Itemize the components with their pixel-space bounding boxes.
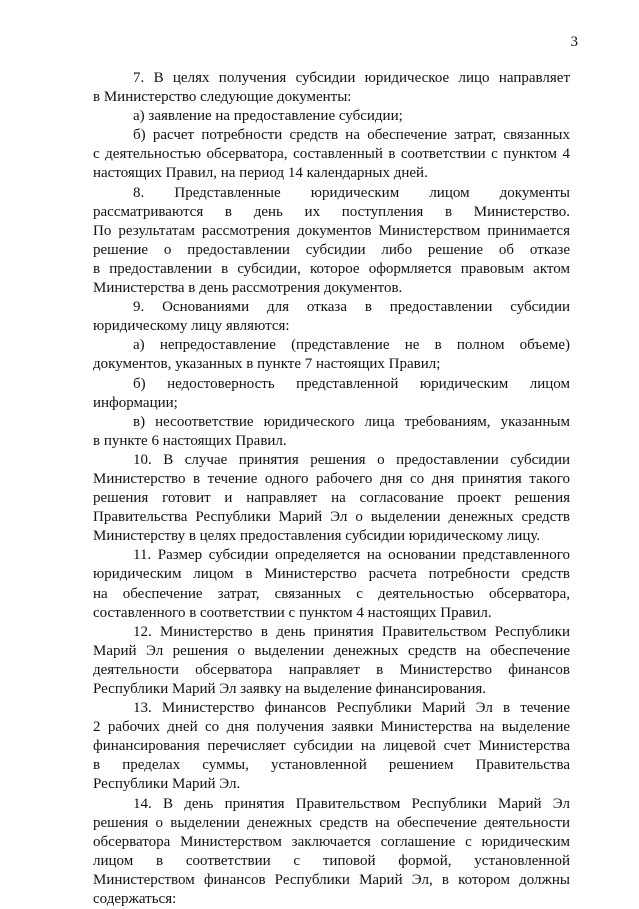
text-line: Министерство в течение одного рабочего дня со дня принятия такого <box>93 470 570 487</box>
text-line: решение о предоставлении субсидии либо решение об отказе <box>93 241 570 258</box>
text-line: рассматриваются в день их поступления в Министерство. <box>93 203 570 220</box>
text-line: в пределах суммы, установленной решением Правительства <box>93 757 570 774</box>
text-line: в пункте 6 настоящих Правил. <box>93 432 287 449</box>
text-line: 11. Размер субсидии определяется на основании представленного <box>133 547 570 564</box>
text-line: а) заявление на предоставление субсидии; <box>133 108 403 125</box>
text-line: на обеспечение затрат, связанных с деятельностью обсерватора, <box>93 585 570 602</box>
text-line: Правительства Республики Марий Эл о выделении денежных средств <box>93 509 570 526</box>
text-line: лицом в соответствии с типовой формой, установленной <box>93 852 570 869</box>
text-line: б) расчет потребности средств на обеспечение затрат, связанных <box>133 127 570 144</box>
text-line: 14. В день принятия Правительством Республики Марий Эл <box>133 795 570 812</box>
text-line: юридическому лицу являются: <box>93 318 290 335</box>
text-line: 7. В целях получения субсидии юридическое лицо направляет <box>133 70 570 86</box>
text-line: Министерства в день рассмотрения документов. <box>93 280 403 297</box>
text-line: в Министерство следующие документы: <box>93 89 352 106</box>
text-line: 8. Представленные юридическим лицом документы <box>133 184 570 201</box>
text-line: 12. Министерство в день принятия Правительством Республики <box>133 623 570 640</box>
text-line: в) несоответствие юридического лица требованиям, указанным <box>133 413 570 430</box>
text-line: с деятельностью обсерватора, составленный в соответствии с пунктом 4 <box>93 146 570 163</box>
text-line: юридическим лицом в Министерство расчета потребности средств <box>93 566 570 583</box>
text-line: По результатам рассмотрения документов Министерством принимается <box>93 222 570 239</box>
text-line: Марий Эл решения о выделении денежных средств на обеспечение <box>93 642 570 659</box>
text-line: в предоставлении в субсидии, которое оформляется правовым актом <box>93 260 570 277</box>
text-line: решения готовит и направляет на согласование проект решения <box>93 490 570 507</box>
text-line: финансирования перечисляет субсидии на лицевой счет Министерства <box>93 738 570 755</box>
text-line: Министерством финансов Республики Марий Эл, в котором должны <box>93 871 570 888</box>
document-body <box>93 69 570 909</box>
text-line: 13. Министерство финансов Республики Марий Эл в течение <box>133 700 570 717</box>
text-line: Республики Марий Эл. <box>93 776 241 793</box>
text-line: 2 рабочих дней со дня получения заявки Министерства на выделение <box>93 719 570 736</box>
text-line: решения о выделении денежных средств на обеспечение деятельности <box>93 814 570 831</box>
text-line: обсерватора Министерством заключается соглашение с юридическим <box>93 833 570 850</box>
text-line: содержаться: <box>93 891 177 908</box>
text-line: информации; <box>93 394 178 411</box>
text-line: Министерству в целях предоставления субсидии юридическому лицу. <box>93 528 541 545</box>
text-line: 9. Основаниями для отказа в предоставлении субсидии <box>133 299 570 316</box>
text-line: составленного в соответствии с пунктом 4 настоящих Правил. <box>93 604 492 621</box>
text-line: настоящих Правил, на период 14 календарных дней. <box>93 165 428 182</box>
text-line: документов, указанных в пункте 7 настоящих Правил; <box>93 356 441 373</box>
text-line: а) непредоставление (представление не в полном объеме) <box>133 337 570 354</box>
text-line: б) недостоверность представленной юридическим лицом <box>133 375 570 392</box>
text-line: деятельности обсерватора направляет в Министерство финансов <box>93 661 570 678</box>
page-number: 3 <box>570 34 578 50</box>
text-line: Республики Марий Эл заявку на выделение финансирования. <box>93 681 487 697</box>
text-line: 10. В случае принятия решения о предоставлении субсидии <box>133 451 570 468</box>
